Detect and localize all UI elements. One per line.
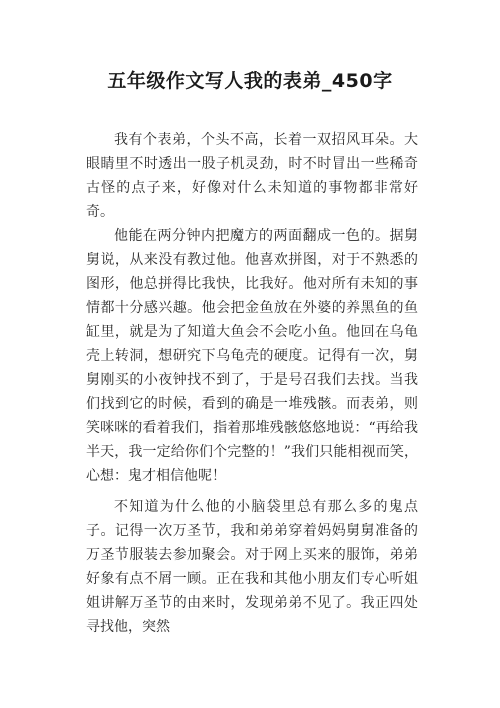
document-title: 五年级作文写人我的表弟_450字 bbox=[107, 70, 393, 92]
text-block-lower bbox=[86, 495, 418, 639]
text-block-upper bbox=[86, 128, 418, 488]
paragraph-1: 我有个表弟，个头不高，长着一双招风耳朵。大眼睛里不时透出一股子机灵劲，时不时冒出一些稀奇古怪的点子来，好像对什么未知道的事物都非常好奇。 bbox=[86, 132, 418, 220]
paragraph-2: 他能在两分钟内把魔方的两面翻成一色的。据舅舅说，从来没有教过他。他喜欢拼图，对于不熟悉的图形，他总拼得比我快，比我好。他对所有未知的事情都十分感兴趣。他会把金鱼放在外婆的养黑鱼的鱼缸里，就是为了知道大鱼会不会吃小鱼。他回在乌龟壳上转洞，想研究下乌龟壳的硬度。记得有一次，舅舅刚买的小夜钟找不到了，于是号召我们去找。当我们找到它的时候，看到的确是一堆残骸。而表弟，则笑咪咪的看着我们，指着那堆残骸悠悠地说：“再给我半天，我一定给你们个完整的！”我们只能相视而笑，心想：鬼才相信他呢！ bbox=[86, 228, 418, 484]
paragraph-3: 不知道为什么他的小脑袋里总有那么多的鬼点子。记得一次万圣节，我和弟弟穿着妈妈舅舅准备的万圣节服装去参加聚会。对于网上买来的服饰，弟弟好象有点不屑一顾。正在我和其他小朋友们专心听姐姐讲解万圣节的由来时，发现弟弟不见了。我正四处寻找他，突然 bbox=[86, 499, 418, 635]
